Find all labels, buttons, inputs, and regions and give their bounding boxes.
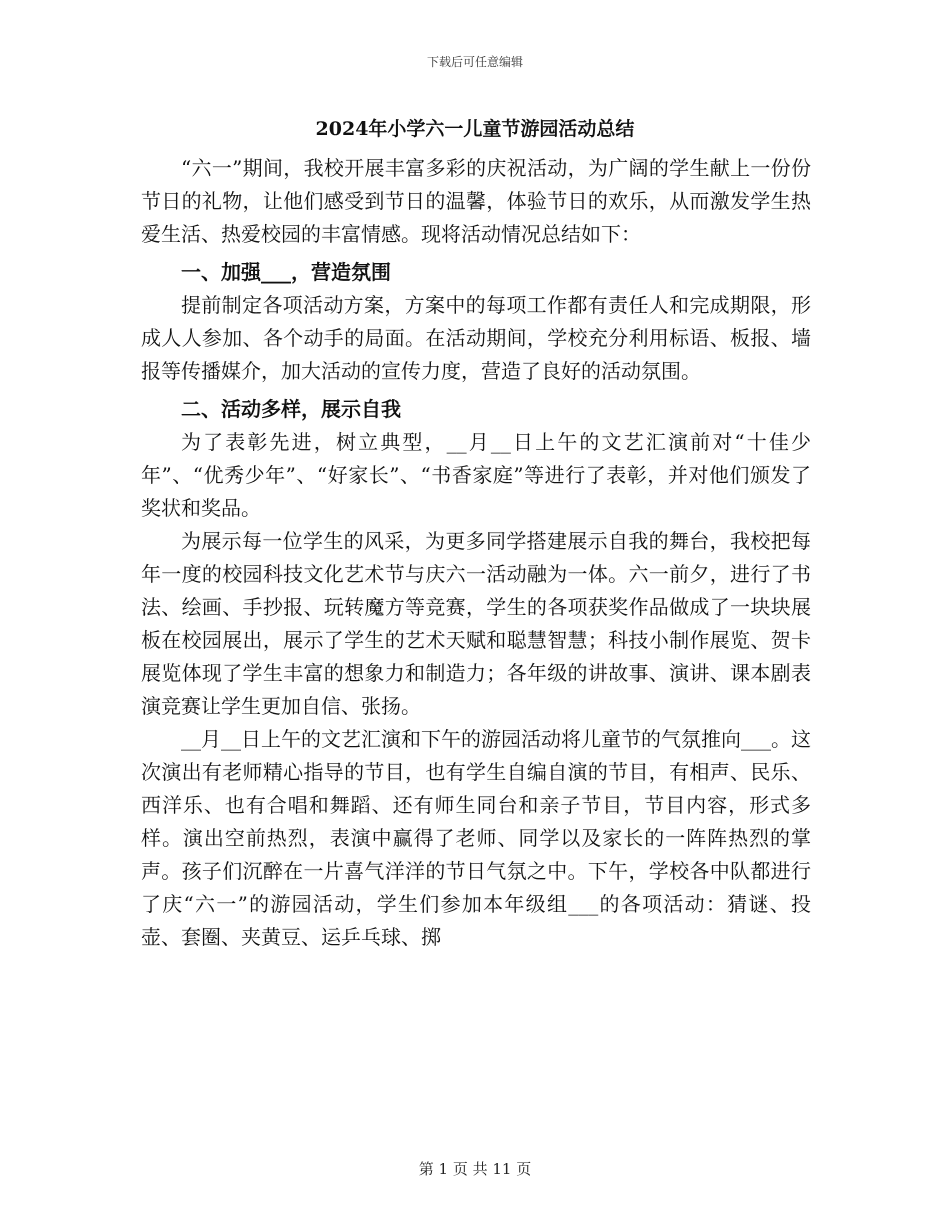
header-note: 下载后可任意编辑 xyxy=(426,55,523,69)
document-title: 2024年小学六一儿童节游园活动总结 xyxy=(315,118,635,140)
body-paragraph: 为展示每一位学生的风采，为更多同学搭建展示自我的舞台，我校把每年一度的校园科技文化艺术节与庆六一活动融为一体。六一前夕，进行了书法、绘画、手抄报、玩转魔方等竞赛，学生的各项获奖作品做成了一块块展板在校园展出，展示了学生的艺术天赋和聪慧智慧；科技小制作展览、贺卡展览体现了学生丰富的想象力和制造力；各年级的讲故事、演讲、课本剧表演竞赛让学生更加自信、张扬。 xyxy=(141,529,811,718)
document-body xyxy=(141,152,811,954)
body-paragraph: __月__日上午的文艺汇演和下午的游园活动将儿童节的气氛推向___。这次演出有老师精心指导的节目，也有学生自编自演的节目，有相声、民乐、西洋乐、也有合唱和舞蹈、还有师生同台和亲子节目，节目内容，形式多样。演出空前热烈，表演中赢得了老师、同学以及家长的一阵阵热烈的掌声。孩子们沉醉在一片喜气洋洋的节日气氛之中。下午，学校各中队都进行了庆“六一”的游园活动，学生们参加本年级组___的各项活动：猜谜、投壶、套圈、夹黄豆、运乒乓球、掷 xyxy=(141,727,811,949)
body-paragraph: 提前制定各项活动方案，方案中的每项工作都有责任人和完成期限，形成人人参加、各个动手的局面。在活动期间，学校充分利用标语、板报、墙报等传播媒介，加大活动的宣传力度，营造了良好的活动氛围。 xyxy=(141,293,811,383)
body-paragraph: 为了表彰先进，树立典型，__月__日上午的文艺汇演前对“十佳少年”、“优秀少年”、“好家长”、“书香家庭”等进行了表彰，并对他们颁发了奖状和奖品。 xyxy=(141,430,811,520)
section-heading: 一、加强___，营造氛围 xyxy=(181,260,391,284)
section-heading: 二、活动多样，展示自我 xyxy=(181,397,401,421)
page-number-footer: 第 1 页 共 11 页 xyxy=(418,1160,532,1178)
intro-paragraph: “六一”期间，我校开展丰富多彩的庆祝活动，为广阔的学生献上一份份节日的礼物，让他们感受到节日的温馨，体验节日的欢乐，从而激发学生热爱生活、热爱校园的丰富情感。现将活动情况总结如下： xyxy=(141,156,811,246)
